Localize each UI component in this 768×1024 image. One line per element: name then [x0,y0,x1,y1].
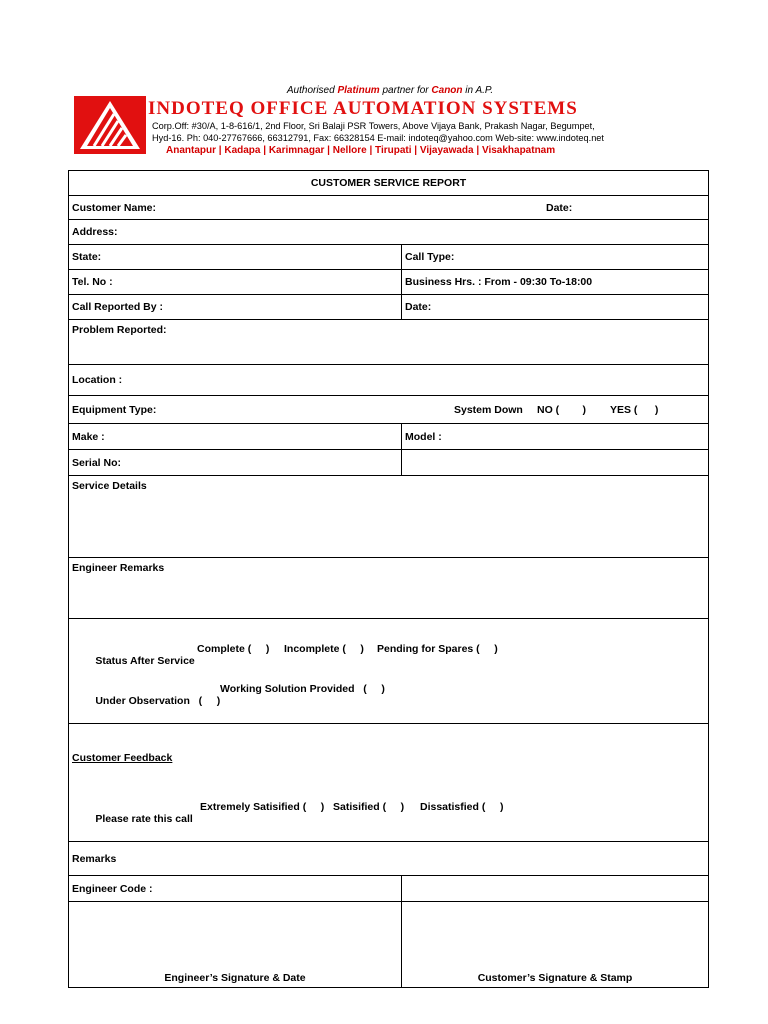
customer-signature-label: Customer’s Signature & Stamp [477,972,633,984]
engineer-code-label: Engineer Code : [72,882,153,895]
address-line-2: Hyd-16. Ph: 040-27767666, 66312791, Fax: 66328154 E-mail: indoteq@yahoo.com Web-site: www.indoteq.net [152,133,604,143]
company-name: INDOTEQ OFFICE AUTOMATION SYSTEMS [148,98,578,119]
location-field[interactable] [69,365,709,396]
status-pending-spares-option[interactable]: Pending for Spares ( ) [377,643,498,655]
service-details-label: Service Details [72,480,147,492]
tagline-platinum: Platinum [337,85,380,96]
status-incomplete-option[interactable]: Incomplete ( ) [284,643,364,655]
customer-feedback-row [69,724,709,842]
serial-no-value[interactable] [402,450,709,476]
status-complete-option[interactable]: Complete ( ) [197,643,270,655]
engineer-signature-label: Engineer’s Signature & Date [164,972,306,984]
location-label: Location : [72,374,123,386]
please-rate-label: Please rate this call [95,813,193,825]
customer-signature-box[interactable] [402,902,709,988]
customer-name-row[interactable] [69,196,709,220]
customer-feedback-heading: Customer Feedback [72,752,173,764]
remarks-label: Remarks [72,852,117,865]
rate-dissatisfied-option[interactable]: Dissatisfied ( ) [420,801,504,813]
tagline-canon: Canon [431,85,463,96]
engineer-signature-box[interactable] [69,902,402,988]
call-type-field[interactable] [402,245,709,270]
status-after-service-label: Status After Service [95,655,195,667]
report-date-field[interactable] [402,295,709,320]
serial-no-field[interactable] [69,450,402,476]
state-field[interactable] [69,245,402,270]
call-type-label: Call Type: [405,251,455,263]
service-details-field[interactable] [69,476,709,558]
report-date-label: Date: [405,301,432,313]
form-title: CUSTOMER SERVICE REPORT [69,171,709,196]
customer-name-label: Customer Name: [72,201,157,214]
make-field[interactable] [69,424,402,450]
business-hrs-field [402,270,709,295]
model-label: Model : [405,430,442,443]
status-working-solution-option[interactable]: Working Solution Provided ( ) [220,683,385,695]
branches-list: Anantapur | Kadapa | Karimnagar | Nellore | Tirupati | Vijayawada | Visakhapatnam [166,145,556,156]
address-line-1: Corp.Off: #30/A, 1-8-616/1, 2nd Floor, Sri Balaji PSR Towers, Above Vijaya Bank, Prakash Nagar, Begumpet, [152,121,595,131]
equipment-type-row[interactable] [69,396,709,424]
system-down-label: System Down [454,404,523,416]
call-reported-by-label: Call Reported By : [72,301,164,313]
engineer-remarks-field[interactable] [69,558,709,619]
problem-reported-field[interactable] [69,320,709,365]
rate-satisfied-option[interactable]: Satisified ( ) [333,801,405,813]
problem-reported-label: Problem Reported: [72,324,167,336]
status-after-service-row [69,619,709,724]
state-label: State: [72,251,102,263]
business-hrs-label: Business Hrs. : From - 09:30 To-18:00 [405,276,593,288]
serial-no-label: Serial No: [72,456,122,469]
model-field[interactable] [402,424,709,450]
remarks-field[interactable] [69,842,709,876]
tel-no-field[interactable] [69,270,402,295]
make-label: Make : [72,430,105,443]
engineer-code-field[interactable] [69,876,402,902]
system-down-no-option[interactable]: NO ( ) [537,404,586,416]
status-under-observation-option[interactable]: Under Observation ( ) [95,695,221,707]
rate-extremely-satisfied-option[interactable]: Extremely Satisified ( ) [200,801,325,813]
equipment-type-label: Equipment Type: [72,403,157,416]
service-report-form [68,170,709,988]
tel-no-label: Tel. No : [72,276,113,288]
address-label: Address: [72,226,118,238]
letterhead [70,85,710,160]
date-label: Date: [546,202,573,214]
engineer-remarks-label: Engineer Remarks [72,562,165,574]
address-field[interactable] [69,220,709,245]
call-reported-by-field[interactable] [69,295,402,320]
tagline: Authorised Platinum partner for Canon in A.P. [286,85,494,96]
company-logo [74,96,146,154]
system-down-yes-option[interactable]: YES ( ) [610,404,659,416]
engineer-code-value[interactable] [402,876,709,902]
